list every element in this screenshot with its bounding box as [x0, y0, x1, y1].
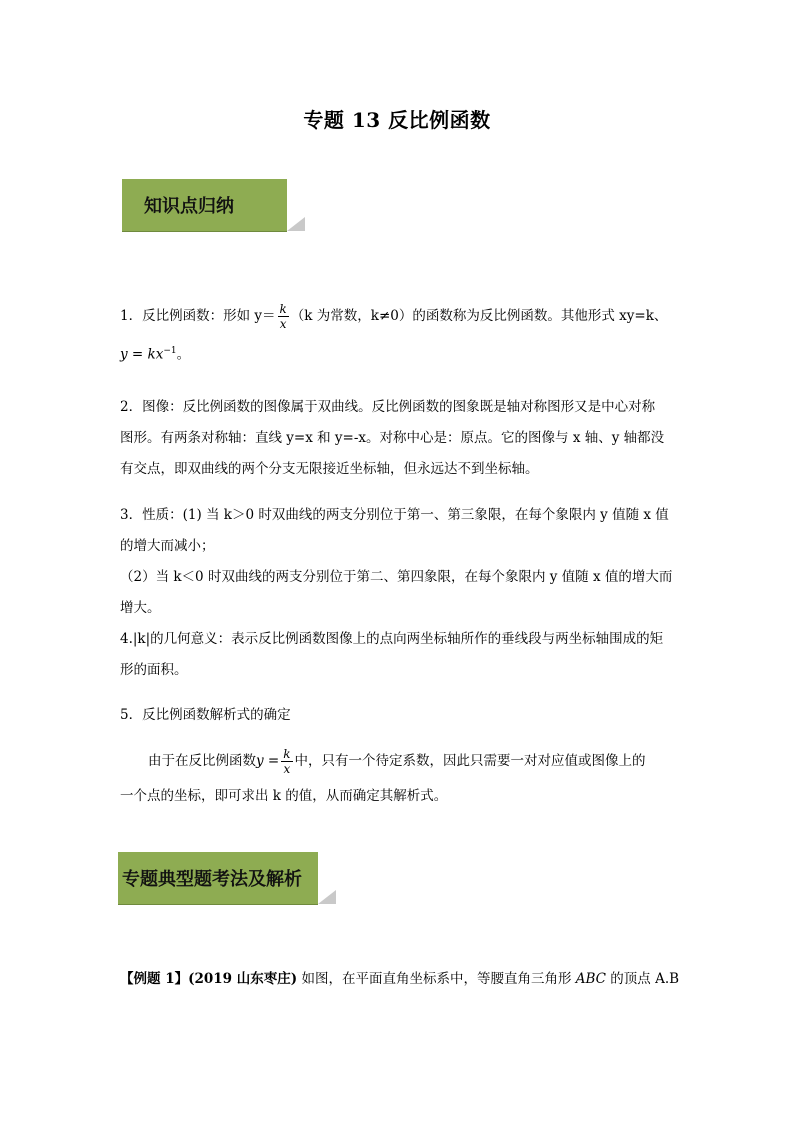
- paragraph-properties: [120, 500, 676, 624]
- line: 5．反比例函数解析式的确定: [120, 707, 291, 723]
- text: 如图，在平面直角坐标系中，等腰直角三角形: [297, 971, 576, 987]
- text: 的顶点 A.B: [606, 971, 680, 987]
- section-banner-examples: [118, 852, 336, 904]
- formula: y =: [256, 753, 280, 769]
- section-banner-knowledge: [122, 179, 308, 231]
- line: （2）当 k＜0 时双曲线的两支分别位于第二、第四象限，在每个象限内 y 值随 x 值的增大而: [120, 569, 673, 585]
- banner-shadow: [318, 890, 336, 904]
- text: 。: [176, 346, 191, 363]
- numerator: k: [279, 302, 287, 316]
- fraction-k-over-x: [281, 747, 292, 776]
- page-title: 专题 13 反比例函数: [303, 108, 491, 132]
- example-1: [120, 964, 680, 995]
- banner-shadow: [287, 217, 305, 231]
- denominator: x: [281, 761, 292, 776]
- paragraph-graph: [120, 392, 676, 485]
- numerator: k: [283, 747, 291, 761]
- formula: y = kx: [120, 346, 164, 363]
- text: 1．反比例函数：形如 y＝: [120, 308, 276, 324]
- line: 增大。: [120, 600, 161, 616]
- denominator: x: [278, 316, 289, 331]
- section-heading: 专题典型题考法及解析: [122, 869, 302, 890]
- text: （k 为常数，k≠0）的函数称为反比例函数。其他形式 xy=k、: [290, 308, 668, 324]
- fraction-k-over-x: [278, 302, 289, 331]
- line: [120, 336, 676, 371]
- line: 3．性质：(1) 当 k＞0 时双曲线的两支分别位于第一、第三象限，在每个象限内 y 值随 x 值: [120, 507, 669, 523]
- line: [120, 296, 676, 336]
- line: 的增大而减小；: [120, 538, 215, 554]
- text: 由于在反比例函数: [148, 753, 256, 769]
- line: 4.|k|的几何意义：表示反比例函数图像上的点向两坐标轴所作的垂线段与两坐标轴围成的矩: [120, 631, 664, 647]
- line: 一个点的坐标，即可求出 k 的值，从而确定其解析式。: [120, 788, 448, 804]
- paragraph-definition: [120, 296, 676, 371]
- formula: ABC: [575, 971, 606, 987]
- line: 图形。有两条对称轴：直线 y=x 和 y=-x。对称中心是：原点。它的图像与 x 轴、y 轴都没: [120, 430, 665, 446]
- line: 有交点，即双曲线的两个分支无限接近坐标轴，但永远达不到坐标轴。: [120, 461, 539, 477]
- text: 中，只有一个待定系数，因此只需要一对对应值或图像上的: [294, 753, 646, 769]
- paragraph-determination: [120, 700, 676, 812]
- exponent: −1: [163, 346, 177, 356]
- section-heading: 知识点归纳: [144, 196, 234, 217]
- line: 形的面积。: [120, 662, 188, 678]
- line: [120, 964, 680, 995]
- line: 2．图像：反比例函数的图像属于双曲线。反比例函数的图象既是轴对称图形又是中心对称: [120, 399, 656, 415]
- paragraph-geometric-meaning: [120, 624, 676, 686]
- line: [120, 741, 676, 781]
- example-tag: 【例题 1】(2019 山东枣庄): [120, 971, 298, 987]
